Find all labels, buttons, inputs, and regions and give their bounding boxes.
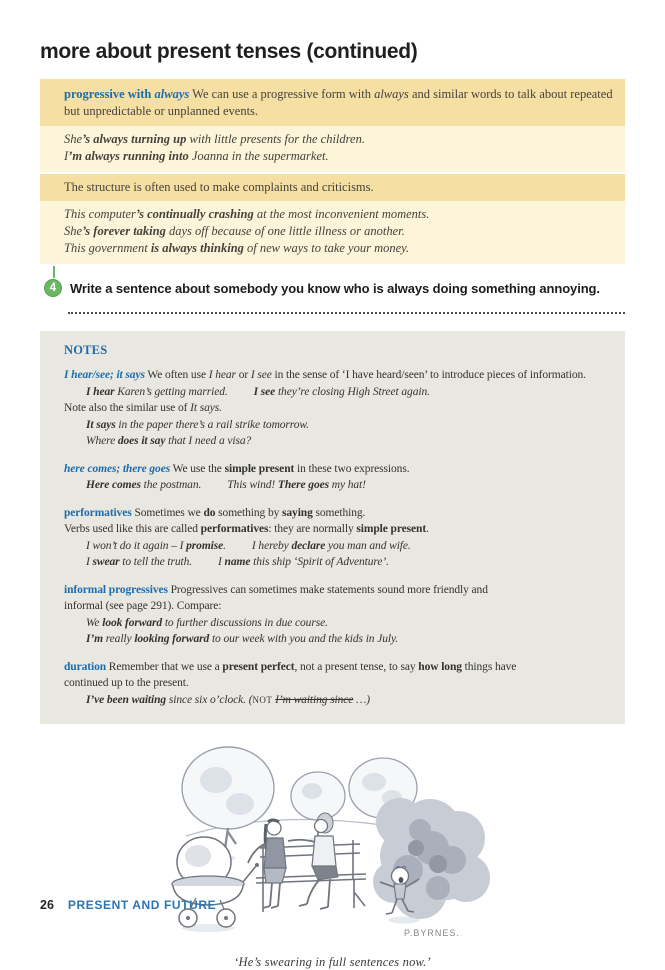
cartoon-woman-right xyxy=(288,813,338,909)
example-line: This government is always thinking of new ways to take your money. xyxy=(64,241,410,255)
notes-heading: NOTES xyxy=(64,343,108,357)
cartoon-woman-left xyxy=(248,820,286,908)
page-title: more about present tenses (continued) xyxy=(40,40,418,63)
rule-examples-band-2 xyxy=(40,201,625,264)
note-example-line: We look forward to further discussions in due course. xyxy=(86,616,328,629)
exercise-number-badge: 4 xyxy=(44,279,62,297)
example-line: This computer’s continually crashing at the most inconvenient moments. xyxy=(64,207,430,221)
rule-examples-band-1 xyxy=(40,126,625,172)
note-example-line: It says in the paper there’s a rail strike tomorrow. xyxy=(86,418,309,431)
note-block-here-comes xyxy=(64,461,615,494)
note-head-line: performatives Sometimes we do something by saying something. xyxy=(64,506,366,519)
example-line: I’m always running into Joanna in the supermarket. xyxy=(64,149,329,163)
note-example-line: I hear Karen’s getting married. I see they’re closing High Street again. xyxy=(86,385,430,398)
note-text-line: informal (see page 291). Compare: xyxy=(64,600,222,612)
rule-heading-text: progressive with always We can use a progressive form with always and similar words to talk about repeated but unpredictable or unplanned events. xyxy=(64,87,613,118)
note-block-i-hear-see xyxy=(64,367,615,450)
rule-statement-band xyxy=(40,174,625,201)
cartoon-signature: P.BYRNES. xyxy=(403,928,460,938)
note-example-line: I’m really looking forward to our week with you and the kids in July. xyxy=(86,633,399,645)
note-block-informal-progressives xyxy=(64,582,615,648)
note-block-performatives xyxy=(64,505,615,571)
cartoon-bush xyxy=(373,798,490,919)
note-text-line: Note also the similar use of It says. xyxy=(64,402,222,414)
exercise-connector-line xyxy=(53,266,55,278)
exercise-prompt: Write a sentence about somebody you know who is always doing something annoying. xyxy=(70,280,600,296)
cartoon-park-scene xyxy=(168,736,498,948)
answer-write-in-line xyxy=(68,311,625,314)
note-head-line: duration Remember that we use a present perfect, not a present tense, to say how long things have xyxy=(64,660,517,673)
example-line: She’s always turning up with little presents for the children. xyxy=(64,132,365,146)
rule-statement-text: The structure is often used to make complaints and criticisms. xyxy=(64,180,374,194)
exercise-4 xyxy=(40,279,625,297)
page-footer xyxy=(40,898,216,912)
example-line: She’s forever taking days off because of one little illness or another. xyxy=(64,224,405,238)
note-head-line: I hear/see; it says We often use I hear or I see in the sense of ‘I have heard/seen’ to introduce pieces of information. xyxy=(64,369,586,381)
note-text-line: Verbs used like this are called performatives: they are normally simple present. xyxy=(64,523,429,535)
note-example-line: I swear to tell the truth. I name this ship ‘Spirit of Adventure’. xyxy=(86,556,389,568)
rule-heading-band xyxy=(40,79,625,126)
grammar-rule-box xyxy=(40,79,625,264)
note-block-duration xyxy=(64,659,615,709)
page-number: 26 xyxy=(40,898,54,912)
notes-box xyxy=(40,331,625,724)
cartoon-caption: ‘He’s swearing in full sentences now.’ xyxy=(234,955,431,969)
cartoon-illustration xyxy=(168,736,498,953)
note-head-line: informal progressives Progressives can sometimes make statements sound more friendly and xyxy=(64,583,488,596)
note-example-line: I won’t do it again – I promise. I hereby declare you man and wife. xyxy=(86,539,411,552)
note-text-line: continued up to the present. xyxy=(64,677,189,689)
note-example-line: Where does it say that I need a visa? xyxy=(86,435,252,447)
cartoon-pram xyxy=(172,837,259,927)
note-example-line: I’ve been waiting since six o’clock. (NOT I’m waiting since …) xyxy=(86,693,370,706)
section-title: PRESENT AND FUTURE xyxy=(67,898,217,912)
note-example-line: Here comes the postman. This wind! There goes my hat! xyxy=(86,479,366,491)
note-head-line: here comes; there goes We use the simple present in these two expressions. xyxy=(64,462,410,475)
